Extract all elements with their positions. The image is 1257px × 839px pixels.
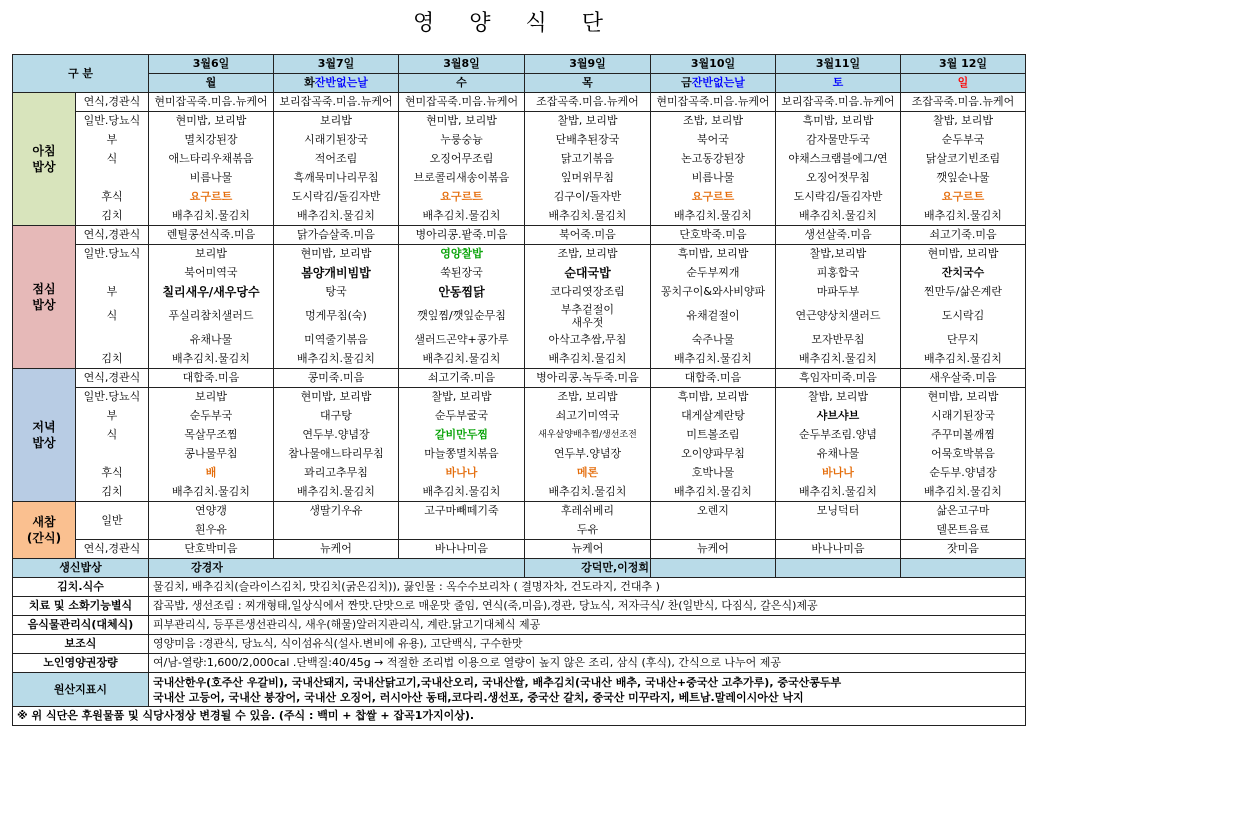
lunch-side1-cell: 마파두부 bbox=[776, 283, 901, 302]
table-row bbox=[13, 207, 1026, 226]
origin-line: 국내산 고등어, 국내산 붕장어, 국내산 오징어, 러시아산 동태,코다리.생선포, 중국산 갈치, 중국산 미꾸라지, 베트남.말레이시아산 낙지 bbox=[153, 690, 804, 704]
birthday-empty bbox=[651, 559, 776, 578]
snack-general-cell bbox=[776, 521, 901, 540]
snack-row-label: 연식,경관식 bbox=[76, 540, 149, 559]
lunch-porridge-cell: 생선살죽.미음 bbox=[776, 226, 901, 245]
snack-general-cell: 연양갱 bbox=[149, 502, 274, 521]
date-header: 3월11일 bbox=[776, 55, 901, 74]
day-header bbox=[776, 74, 901, 93]
snack-porridge-cell: 바나나미음 bbox=[399, 540, 525, 559]
snack-section-label: 새참 (간식) bbox=[13, 502, 76, 559]
dinner-porridge-cell: 흑임자미죽.미음 bbox=[776, 369, 901, 388]
dinner-soup-cell: 순두부굴국 bbox=[399, 407, 525, 426]
footer-text: 피부관리식, 등푸른생선관리식, 새우(해물)알러지관리식, 계란.닭고기대체식 제공 bbox=[149, 616, 1026, 635]
lunch-porridge-cell: 쇠고기죽.미음 bbox=[901, 226, 1026, 245]
lunch-porridge-cell: 닭가슴살죽.미음 bbox=[274, 226, 399, 245]
table-row bbox=[13, 707, 1026, 726]
breakfast-rice-cell: 찰밥, 보리밥 bbox=[525, 112, 651, 131]
dinner-side2-cell: 콩나물무침 bbox=[149, 445, 274, 464]
dinner-dessert-cell: 순두부.양념장 bbox=[901, 464, 1026, 483]
breakfast-row-label bbox=[76, 169, 149, 188]
dinner-side1-cell: 목살무조찜 bbox=[149, 426, 274, 445]
breakfast-dessert-cell: 도시락김/돌김자반 bbox=[776, 188, 901, 207]
table-row bbox=[13, 635, 1026, 654]
snack-general-cell bbox=[651, 521, 776, 540]
breakfast-section-label: 아침 밥상 bbox=[13, 93, 76, 226]
breakfast-rice-cell: 현미밥, 보리밥 bbox=[399, 112, 525, 131]
breakfast-row-label: 김치 bbox=[76, 207, 149, 226]
lunch-soup-cell: 순두부찌개 bbox=[651, 264, 776, 283]
table-row bbox=[13, 331, 1026, 350]
snack-general-cell: 후레쉬베리 bbox=[525, 502, 651, 521]
snack-porridge-cell: 잣미음 bbox=[901, 540, 1026, 559]
dinner-kimchi-cell: 배추김치.물김치 bbox=[274, 483, 399, 502]
lunch-side3-cell: 아삭고추쌈,무침 bbox=[525, 331, 651, 350]
lunch-rice-cell: 조밥, 보리밥 bbox=[525, 245, 651, 264]
dinner-porridge-cell: 대합죽.미음 bbox=[651, 369, 776, 388]
breakfast-soup-cell: 단배추된장국 bbox=[525, 131, 651, 150]
dinner-rice-cell: 찰밥, 보리밥 bbox=[776, 388, 901, 407]
dinner-side2-cell: 마늘쫑멸치볶음 bbox=[399, 445, 525, 464]
table-row bbox=[13, 112, 1026, 131]
breakfast-side2-cell: 흑깨묵미나리무침 bbox=[274, 169, 399, 188]
breakfast-kimchi-cell: 배추김치.물김치 bbox=[525, 207, 651, 226]
dinner-side2-cell: 어묵호박볶음 bbox=[901, 445, 1026, 464]
snack-row-label: 일반 bbox=[76, 502, 149, 540]
lunch-side3-cell: 단무지 bbox=[901, 331, 1026, 350]
breakfast-kimchi-cell: 배추김치.물김치 bbox=[651, 207, 776, 226]
snack-general-cell: 오렌지 bbox=[651, 502, 776, 521]
dinner-side1-cell: 연두부.양념장 bbox=[274, 426, 399, 445]
snack-porridge-cell: 뉴케어 bbox=[525, 540, 651, 559]
table-row bbox=[13, 502, 1026, 521]
lunch-soup-cell: 북어미역국 bbox=[149, 264, 274, 283]
birthday-left: 강경자 bbox=[149, 559, 525, 578]
breakfast-soup-cell: 누룽숭늉 bbox=[399, 131, 525, 150]
table-row bbox=[13, 55, 1026, 74]
breakfast-side1-cell: 논고동강된장 bbox=[651, 150, 776, 169]
date-header: 3월9일 bbox=[525, 55, 651, 74]
birthday-empty bbox=[776, 559, 901, 578]
lunch-side3-cell: 유채나물 bbox=[149, 331, 274, 350]
dinner-kimchi-cell: 배추김치.물김치 bbox=[901, 483, 1026, 502]
dinner-porridge-cell: 콩미죽.미음 bbox=[274, 369, 399, 388]
dinner-section-label: 저녁 밥상 bbox=[13, 369, 76, 502]
breakfast-porridge-cell: 현미잡곡죽.미음.뉴케어 bbox=[399, 93, 525, 112]
dinner-dessert-cell: 바나나 bbox=[776, 464, 901, 483]
lunch-kimchi-cell: 배추김치.물김치 bbox=[776, 350, 901, 369]
breakfast-porridge-cell: 조잡곡죽.미음.뉴케어 bbox=[525, 93, 651, 112]
dinner-row-label: 연식,경관식 bbox=[76, 369, 149, 388]
breakfast-porridge-cell: 현미잡곡죽.미음.뉴케어 bbox=[651, 93, 776, 112]
date-header: 3월10일 bbox=[651, 55, 776, 74]
table-row bbox=[13, 188, 1026, 207]
snack-general-cell: 두유 bbox=[525, 521, 651, 540]
breakfast-soup-cell: 멸치강된장 bbox=[149, 131, 274, 150]
breakfast-row-label: 부 bbox=[76, 131, 149, 150]
dinner-side2-cell: 연두부.양념장 bbox=[525, 445, 651, 464]
breakfast-side2-cell: 잎머위무침 bbox=[525, 169, 651, 188]
date-header: 3월 12일 bbox=[901, 55, 1026, 74]
footer-text: 물김치, 배추김치(슬라이스김치, 맛김치(굵은김치)), 끓인물 : 옥수수보리차 ( 결명자차, 건도라지, 건대추 ) bbox=[149, 578, 1026, 597]
day-note: 잔반없는날 bbox=[691, 76, 745, 89]
footer-label: 노인영양권장량 bbox=[13, 654, 149, 673]
lunch-side1-cell: 탕국 bbox=[274, 283, 399, 302]
breakfast-soup-cell: 시래기된장국 bbox=[274, 131, 399, 150]
table-row bbox=[13, 169, 1026, 188]
snack-general-cell bbox=[399, 521, 525, 540]
lunch-kimchi-cell: 배추김치.물김치 bbox=[274, 350, 399, 369]
dinner-side1-cell: 새우살양배추찜/생선조전 bbox=[525, 426, 651, 445]
table-row bbox=[13, 445, 1026, 464]
lunch-side2-cell: 유채겉절이 bbox=[651, 302, 776, 331]
dinner-rice-cell: 현미밥, 보리밥 bbox=[274, 388, 399, 407]
day-name: 토 bbox=[832, 76, 844, 89]
lunch-row-label: 식 bbox=[76, 302, 149, 331]
breakfast-side1-cell: 닭살코기빈조림 bbox=[901, 150, 1026, 169]
breakfast-side2-cell: 비름나물 bbox=[149, 169, 274, 188]
breakfast-dessert-cell: 요구르트 bbox=[901, 188, 1026, 207]
table-row bbox=[13, 369, 1026, 388]
lunch-rice-cell: 현미밥, 보리밥 bbox=[901, 245, 1026, 264]
day-header bbox=[274, 74, 399, 93]
snack-general-cell bbox=[274, 521, 399, 540]
snack-general-cell: 모닝덕터 bbox=[776, 502, 901, 521]
lunch-side2-cell: 푸실리참치샐러드 bbox=[149, 302, 274, 331]
table-row bbox=[13, 93, 1026, 112]
day-header bbox=[525, 74, 651, 93]
notice: ※ 위 식단은 후원물품 및 식당사정상 변경될 수 있음. (주식 : 백미 + 찹쌀 + 잡곡1가지이상). bbox=[13, 707, 1026, 726]
dinner-rice-cell: 조밥, 보리밥 bbox=[525, 388, 651, 407]
lunch-row-label: 일반.당뇨식 bbox=[76, 245, 149, 264]
dinner-porridge-cell: 새우살죽.미음 bbox=[901, 369, 1026, 388]
dinner-kimchi-cell: 배추김치.물김치 bbox=[651, 483, 776, 502]
table-row bbox=[13, 245, 1026, 264]
lunch-side3-cell: 샐러드곤약+콩가루 bbox=[399, 331, 525, 350]
dinner-rice-cell: 찰밥, 보리밥 bbox=[399, 388, 525, 407]
breakfast-rice-cell: 보리밥 bbox=[274, 112, 399, 131]
date-header: 3월7일 bbox=[274, 55, 399, 74]
lunch-section-label: 점심 밥상 bbox=[13, 226, 76, 369]
breakfast-soup-cell: 순두부국 bbox=[901, 131, 1026, 150]
table-row bbox=[13, 131, 1026, 150]
lunch-side3-cell: 미역줄기볶음 bbox=[274, 331, 399, 350]
day-name: 일 bbox=[957, 76, 969, 89]
dinner-side2-cell: 유채나물 bbox=[776, 445, 901, 464]
breakfast-dessert-cell: 도시락김/돌김자반 bbox=[274, 188, 399, 207]
lunch-porridge-cell: 단호박죽.미음 bbox=[651, 226, 776, 245]
lunch-side2-cell: 연근양상치샐러드 bbox=[776, 302, 901, 331]
dinner-dessert-cell: 바나나 bbox=[399, 464, 525, 483]
lunch-kimchi-cell: 배추김치.물김치 bbox=[651, 350, 776, 369]
table-row bbox=[13, 407, 1026, 426]
breakfast-row-label: 식 bbox=[76, 150, 149, 169]
dinner-kimchi-cell: 배추김치.물김치 bbox=[399, 483, 525, 502]
breakfast-side2-cell: 오징어젓무침 bbox=[776, 169, 901, 188]
dinner-row-label bbox=[76, 445, 149, 464]
table-row bbox=[13, 483, 1026, 502]
day-name: 목 bbox=[582, 76, 593, 89]
breakfast-kimchi-cell: 배추김치.물김치 bbox=[149, 207, 274, 226]
breakfast-side1-cell: 오징어무조림 bbox=[399, 150, 525, 169]
dinner-row-label: 일반.당뇨식 bbox=[76, 388, 149, 407]
table-row bbox=[13, 654, 1026, 673]
breakfast-side1-cell: 애느타리우채볶음 bbox=[149, 150, 274, 169]
breakfast-row-label: 일반.당뇨식 bbox=[76, 112, 149, 131]
lunch-soup-cell: 쑥된장국 bbox=[399, 264, 525, 283]
breakfast-porridge-cell: 조잡곡죽.미음.뉴케어 bbox=[901, 93, 1026, 112]
lunch-rice-cell: 찰밥,보리밥 bbox=[776, 245, 901, 264]
breakfast-side1-cell: 닭고기볶음 bbox=[525, 150, 651, 169]
breakfast-porridge-cell: 현미잡곡죽.미음.뉴케어 bbox=[149, 93, 274, 112]
breakfast-side1-cell: 적어조림 bbox=[274, 150, 399, 169]
breakfast-porridge-cell: 보리잡곡죽.미음.뉴케어 bbox=[776, 93, 901, 112]
dinner-side1-cell: 갈비만두찜 bbox=[399, 426, 525, 445]
day-header bbox=[651, 74, 776, 93]
snack-general-cell: 생딸기우유 bbox=[274, 502, 399, 521]
dinner-side1-cell: 미트볼조림 bbox=[651, 426, 776, 445]
table-row bbox=[13, 388, 1026, 407]
dinner-row-label: 부 bbox=[76, 407, 149, 426]
day-name: 수 bbox=[456, 76, 467, 89]
lunch-kimchi-cell: 배추김치.물김치 bbox=[399, 350, 525, 369]
day-name: 금 bbox=[681, 76, 692, 89]
lunch-row-label: 부 bbox=[76, 283, 149, 302]
snack-porridge-cell: 바나나미음 bbox=[776, 540, 901, 559]
lunch-rice-cell: 현미밥, 보리밥 bbox=[274, 245, 399, 264]
breakfast-soup-cell: 감자물만두국 bbox=[776, 131, 901, 150]
origin-line: 국내산한우(호주산 우갈비), 국내산돼지, 국내산닭고기,국내산오리, 국내산쌀, 배추김치(국내산 배추, 국내산+중국산 고추가루), 중국산콩두부 bbox=[153, 675, 842, 689]
breakfast-dessert-cell: 김구이/돌자반 bbox=[525, 188, 651, 207]
breakfast-rice-cell: 찰밥, 보리밥 bbox=[901, 112, 1026, 131]
breakfast-dessert-cell: 요구르트 bbox=[651, 188, 776, 207]
breakfast-rice-cell: 조밥, 보리밥 bbox=[651, 112, 776, 131]
table-row bbox=[13, 578, 1026, 597]
dinner-soup-cell: 대게살계란탕 bbox=[651, 407, 776, 426]
snack-general-cell: 삶은고구마 bbox=[901, 502, 1026, 521]
dinner-porridge-cell: 쇠고기죽.미음 bbox=[399, 369, 525, 388]
breakfast-rice-cell: 흑미밥, 보리밥 bbox=[776, 112, 901, 131]
lunch-kimchi-cell: 배추김치.물김치 bbox=[525, 350, 651, 369]
breakfast-soup-cell: 북어국 bbox=[651, 131, 776, 150]
date-header: 3월8일 bbox=[399, 55, 525, 74]
table-row bbox=[13, 264, 1026, 283]
breakfast-side2-cell: 비름나물 bbox=[651, 169, 776, 188]
dinner-rice-cell: 흑미밥, 보리밥 bbox=[651, 388, 776, 407]
snack-porridge-cell: 뉴케어 bbox=[651, 540, 776, 559]
lunch-row-label: 김치 bbox=[76, 350, 149, 369]
dinner-soup-cell: 쇠고기미역국 bbox=[525, 407, 651, 426]
table-row bbox=[13, 150, 1026, 169]
lunch-row-label bbox=[76, 264, 149, 283]
lunch-soup-cell: 봄양개비빔밥 bbox=[274, 264, 399, 283]
table-row bbox=[13, 540, 1026, 559]
lunch-side1-cell: 칠리새우/새우당수 bbox=[149, 283, 274, 302]
breakfast-row-label: 연식,경관식 bbox=[76, 93, 149, 112]
dinner-kimchi-cell: 배추김치.물김치 bbox=[525, 483, 651, 502]
lunch-row-label bbox=[76, 331, 149, 350]
birthday-label: 생신밥상 bbox=[13, 559, 149, 578]
lunch-soup-cell: 잔치국수 bbox=[901, 264, 1026, 283]
lunch-side2-cell: 부추겉절이 새우젓 bbox=[525, 302, 651, 331]
dinner-side2-cell: 오이양파무침 bbox=[651, 445, 776, 464]
lunch-rice-cell: 흑미밥, 보리밥 bbox=[651, 245, 776, 264]
breakfast-dessert-cell: 요구르트 bbox=[399, 188, 525, 207]
breakfast-kimchi-cell: 배추김치.물김치 bbox=[399, 207, 525, 226]
footer-text: 잡곡밥, 생선조림 : 찌개형태,일상식에서 짠맛.단맛으로 매운맛 줄임, 연식(죽,미음),경관, 당뇨식, 저자극식/ 찬(일반식, 다짐식, 갈은식)제공 bbox=[149, 597, 1026, 616]
lunch-side1-cell: 코다리엿장조림 bbox=[525, 283, 651, 302]
dinner-side1-cell: 주꾸미볼깨찜 bbox=[901, 426, 1026, 445]
dinner-dessert-cell: 배 bbox=[149, 464, 274, 483]
dinner-row-label: 후식 bbox=[76, 464, 149, 483]
lunch-side2-cell: 멍게무침(숙) bbox=[274, 302, 399, 331]
dinner-soup-cell: 대구탕 bbox=[274, 407, 399, 426]
dinner-soup-cell: 샤브샤브 bbox=[776, 407, 901, 426]
lunch-kimchi-cell: 배추김치.물김치 bbox=[901, 350, 1026, 369]
breakfast-side2-cell: 깻잎순나물 bbox=[901, 169, 1026, 188]
lunch-porridge-cell: 렌틸콩선식죽.미음 bbox=[149, 226, 274, 245]
table-row bbox=[13, 597, 1026, 616]
lunch-kimchi-cell: 배추김치.물김치 bbox=[149, 350, 274, 369]
table-row bbox=[13, 283, 1026, 302]
dinner-rice-cell: 보리밥 bbox=[149, 388, 274, 407]
dinner-kimchi-cell: 배추김치.물김치 bbox=[149, 483, 274, 502]
dinner-kimchi-cell: 배추김치.물김치 bbox=[776, 483, 901, 502]
dinner-rice-cell: 현미밥, 보리밥 bbox=[901, 388, 1026, 407]
footer-text: 여/남-열량:1,600/2,000cal .단백질:40/45g → 적절한 조리법 이용으로 열량이 높지 않은 조리, 삼식 (후식), 간식으로 나누어 제공 bbox=[149, 654, 1026, 673]
snack-porridge-cell: 뉴케어 bbox=[274, 540, 399, 559]
dinner-soup-cell: 시래기된장국 bbox=[901, 407, 1026, 426]
breakfast-row-label: 후식 bbox=[76, 188, 149, 207]
table-row bbox=[13, 350, 1026, 369]
footer-label: 음식물관리식(대체식) bbox=[13, 616, 149, 635]
breakfast-rice-cell: 현미밥, 보리밥 bbox=[149, 112, 274, 131]
origin-text bbox=[149, 673, 1026, 707]
table-row bbox=[13, 616, 1026, 635]
lunch-rice-cell: 영양찰밥 bbox=[399, 245, 525, 264]
day-header bbox=[399, 74, 525, 93]
dinner-dessert-cell: 호박나물 bbox=[651, 464, 776, 483]
table-row bbox=[13, 302, 1026, 331]
footer-label: 김치.식수 bbox=[13, 578, 149, 597]
day-name: 월 bbox=[205, 76, 217, 89]
table-row bbox=[13, 521, 1026, 540]
page-title: 영 양 식 단 bbox=[413, 11, 617, 36]
table-row bbox=[13, 426, 1026, 445]
day-header bbox=[901, 74, 1026, 93]
dinner-side1-cell: 순두부조림.양념 bbox=[776, 426, 901, 445]
table-row bbox=[13, 673, 1026, 707]
dinner-soup-cell: 순두부국 bbox=[149, 407, 274, 426]
breakfast-side1-cell: 야채스크램블에그/연 bbox=[776, 150, 901, 169]
footer-text: 영양미음 :경관식, 당뇨식, 식이섬유식(설사.변비에 유용), 고단백식, 구수한맛 bbox=[149, 635, 1026, 654]
dinner-row-label: 식 bbox=[76, 426, 149, 445]
breakfast-kimchi-cell: 배추김치.물김치 bbox=[901, 207, 1026, 226]
date-header: 3월6일 bbox=[149, 55, 274, 74]
breakfast-dessert-cell: 요구르트 bbox=[149, 188, 274, 207]
snack-porridge-cell: 단호박미음 bbox=[149, 540, 274, 559]
day-header bbox=[149, 74, 274, 93]
lunch-soup-cell: 순대국밥 bbox=[525, 264, 651, 283]
lunch-side2-cell: 도시락김 bbox=[901, 302, 1026, 331]
day-name: 화 bbox=[304, 76, 315, 89]
lunch-side3-cell: 모자반무침 bbox=[776, 331, 901, 350]
snack-general-cell: 델몬트음료 bbox=[901, 521, 1026, 540]
day-note: 잔반없는날 bbox=[314, 76, 368, 89]
dinner-row-label: 김치 bbox=[76, 483, 149, 502]
menu-table bbox=[12, 54, 1026, 726]
dinner-porridge-cell: 병아리콩.녹두죽.미음 bbox=[525, 369, 651, 388]
lunch-side3-cell: 숙주나물 bbox=[651, 331, 776, 350]
lunch-side1-cell: 찐만두/삶은계란 bbox=[901, 283, 1026, 302]
lunch-porridge-cell: 북어죽.미음 bbox=[525, 226, 651, 245]
table-row bbox=[13, 226, 1026, 245]
birthday-empty bbox=[901, 559, 1026, 578]
breakfast-side2-cell: 브로콜리새송이볶음 bbox=[399, 169, 525, 188]
table-row bbox=[13, 464, 1026, 483]
origin-label: 원산지표시 bbox=[13, 673, 149, 707]
lunch-porridge-cell: 병아리콩.팥죽.미음 bbox=[399, 226, 525, 245]
lunch-row-label: 연식,경관식 bbox=[76, 226, 149, 245]
breakfast-porridge-cell: 보리잡곡죽.미음.뉴케어 bbox=[274, 93, 399, 112]
dinner-side2-cell: 참나물애느타리무침 bbox=[274, 445, 399, 464]
snack-general-cell: 고구마빼떼기죽 bbox=[399, 502, 525, 521]
snack-general-cell: 흰우유 bbox=[149, 521, 274, 540]
dinner-porridge-cell: 대합죽.미음 bbox=[149, 369, 274, 388]
lunch-side1-cell: 꽁치구이&와사비양파 bbox=[651, 283, 776, 302]
dinner-dessert-cell: 메론 bbox=[525, 464, 651, 483]
footer-label: 치료 및 소화기능별식 bbox=[13, 597, 149, 616]
breakfast-kimchi-cell: 배추김치.물김치 bbox=[776, 207, 901, 226]
lunch-soup-cell: 피홍합국 bbox=[776, 264, 901, 283]
lunch-side2-cell: 깻잎찜/깻잎순무침 bbox=[399, 302, 525, 331]
lunch-side1-cell: 안동찜닭 bbox=[399, 283, 525, 302]
lunch-rice-cell: 보리밥 bbox=[149, 245, 274, 264]
table-row bbox=[13, 74, 1026, 93]
dinner-dessert-cell: 꽈리고추무침 bbox=[274, 464, 399, 483]
table-row bbox=[13, 559, 1026, 578]
birthday-right: 강덕만,이정희 bbox=[525, 559, 651, 578]
breakfast-kimchi-cell: 배추김치.물김치 bbox=[274, 207, 399, 226]
footer-label: 보조식 bbox=[13, 635, 149, 654]
corner-label: 구 분 bbox=[13, 55, 149, 93]
